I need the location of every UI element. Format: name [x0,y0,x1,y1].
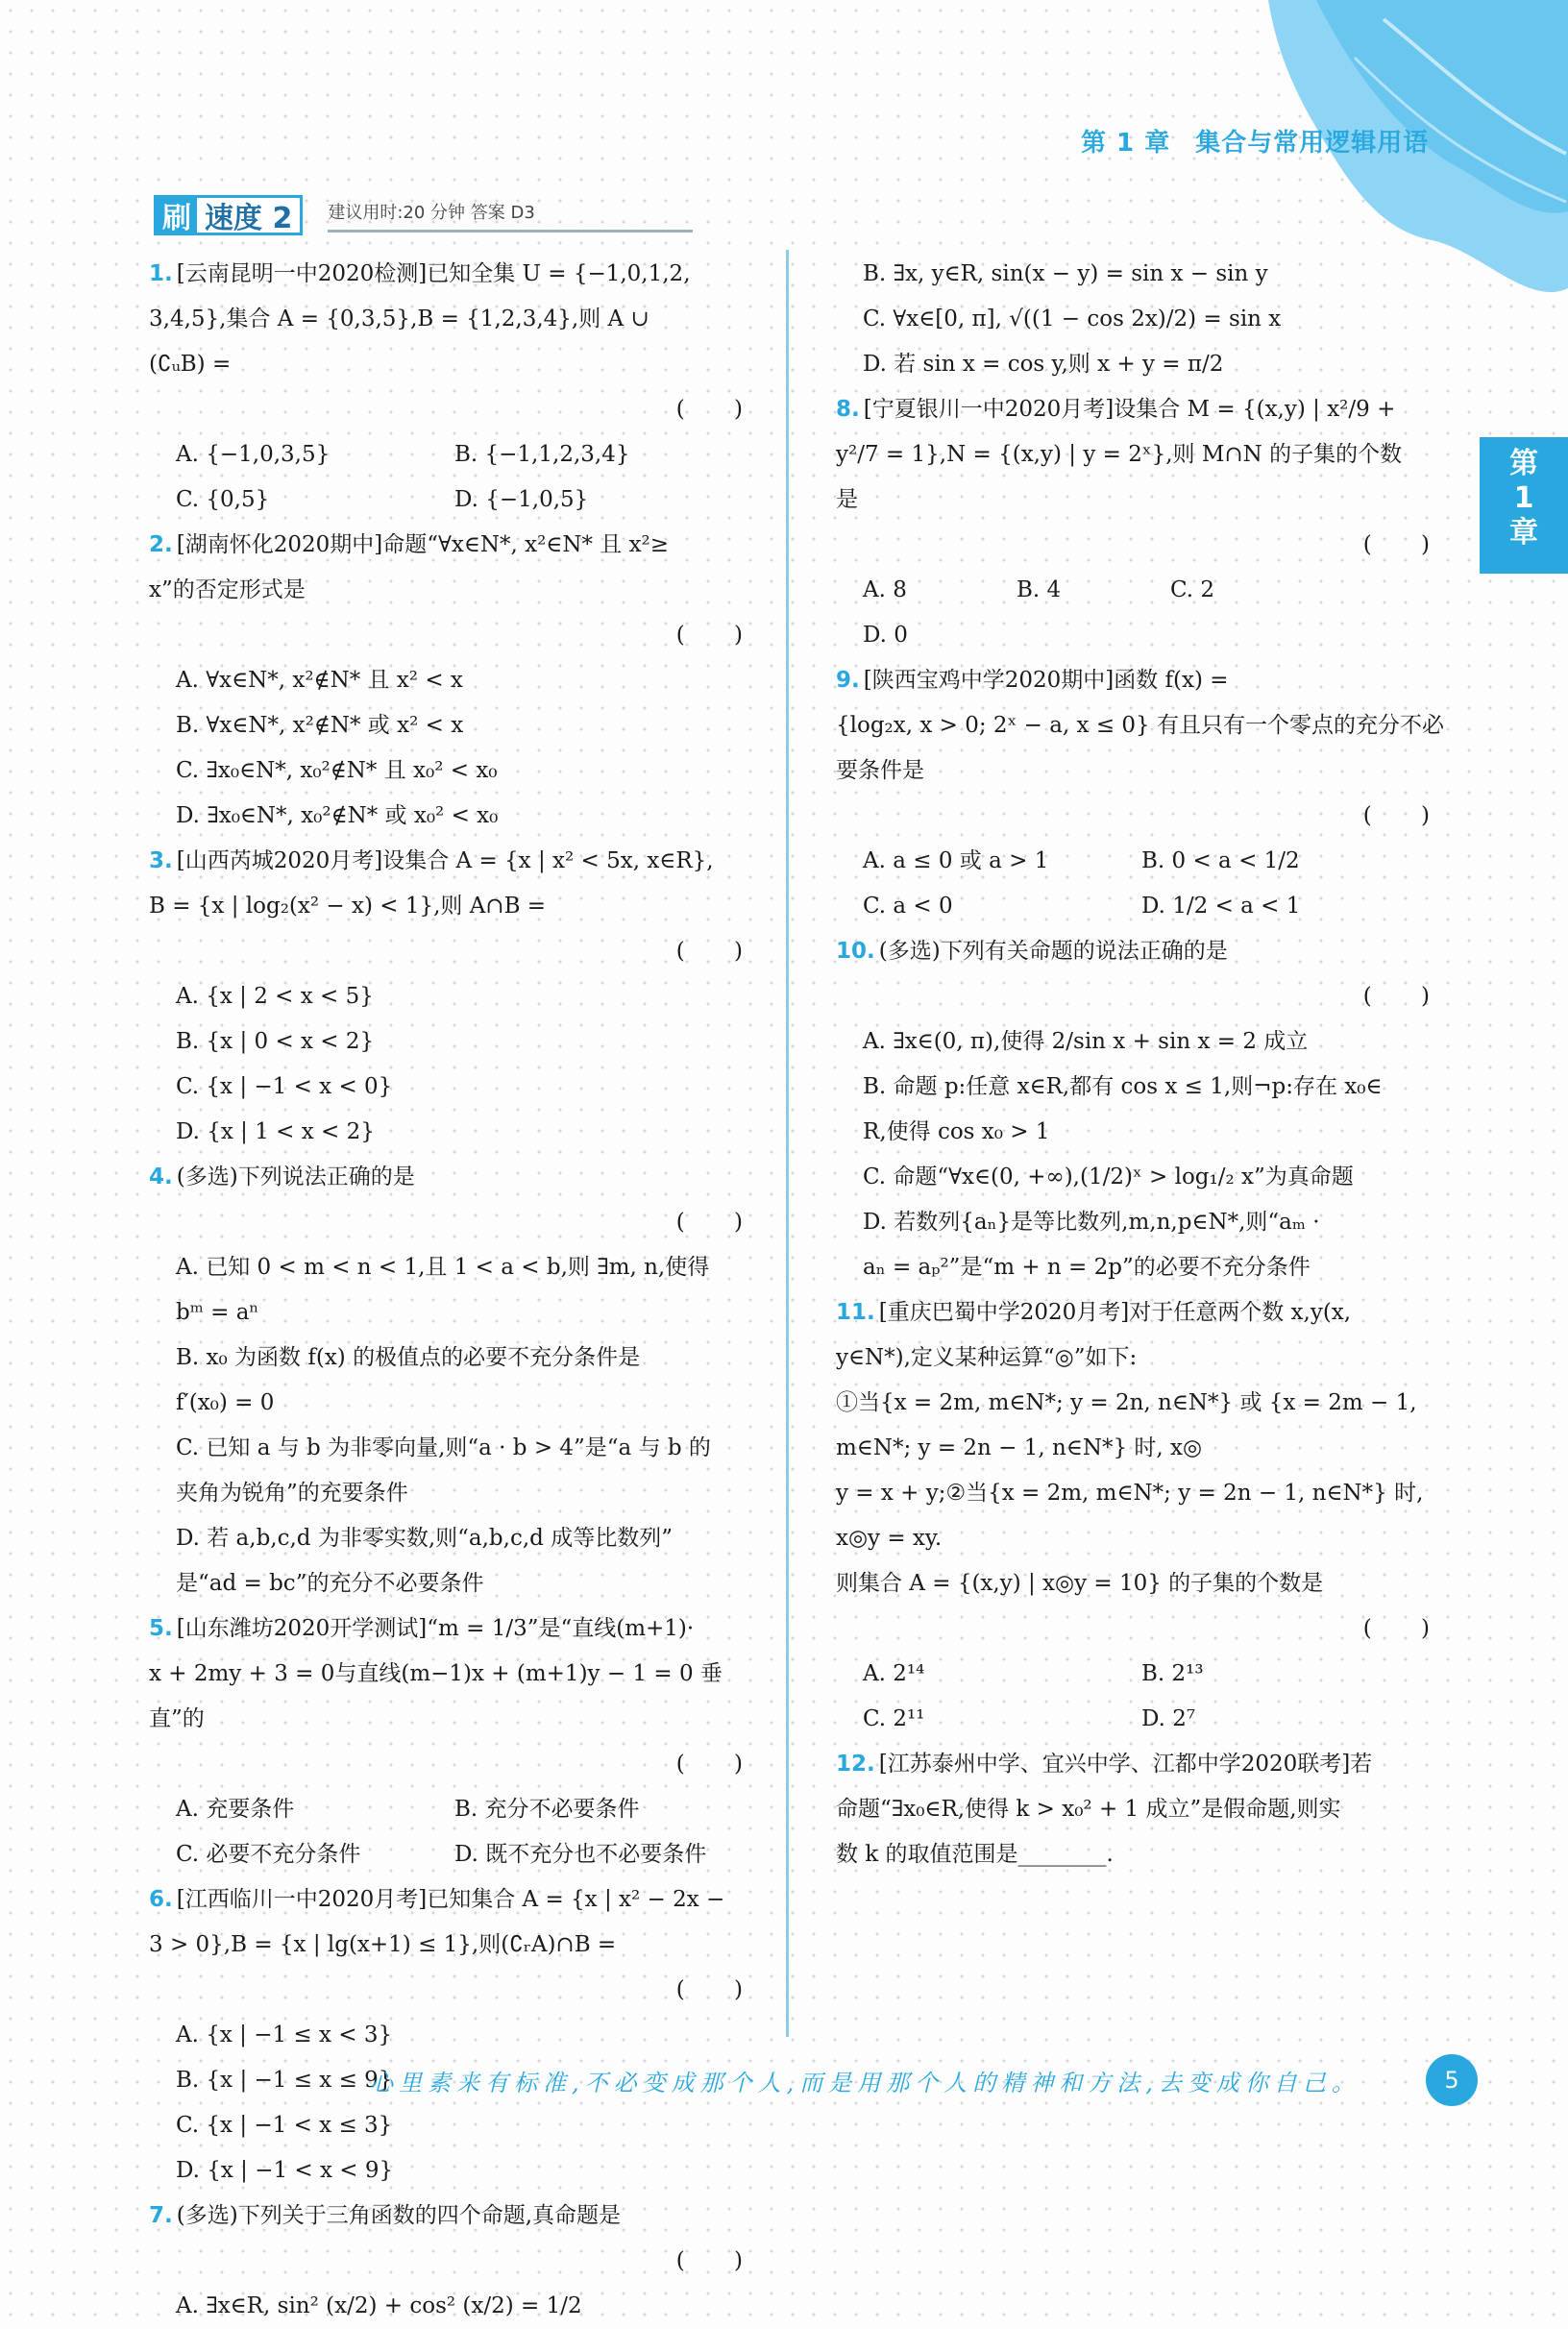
options-group [836,839,1451,929]
option-item: C. {x | −1 < x < 0} [176,1074,393,1099]
section-badge-brush: 刷 [157,198,197,233]
question-number: 7. [149,2203,173,2228]
question-block [836,658,1451,929]
question-text: [江苏泰州中学、宜兴中学、江都中学2020联考]若 [878,1752,1373,1777]
option-item: D. 若数列{aₙ}是等比数列,m,n,p∈N*,则“aₘ · [863,1210,1320,1235]
options-group [149,974,764,1155]
option-item: D. ∃x₀∈N*, x₀²∉N* 或 x₀² < x₀ [176,803,499,828]
side-tab-label [1480,447,1568,551]
question-line [836,1742,1451,1787]
answer-bracket: ( ) [675,1210,764,1235]
question-line [149,297,764,342]
question-number: 10. [836,939,875,964]
option-item: B. 充分不必要条件 [454,1797,640,1822]
options-group [149,2284,764,2329]
question-text: 数 k 的取值范围是________. [836,1842,1114,1867]
question-text: 是 [836,487,858,512]
option-item: D. {−1,0,5} [454,487,589,512]
question-text: ①当{x = 2m, m∈N*; y = 2n, n∈N*} 或 {x = 2m − 1, m∈N*; y = 2n − 1, n∈N*} 时, x◎ [836,1390,1417,1460]
option-item: A. {x | 2 < x < 5} [176,984,374,1009]
question-text: y = x + y;②当{x = 2m, m∈N*; y = 2n − 1, n∈N*} 时, x◎y = xy. [836,1481,1424,1551]
option-item: A. 8 [863,577,907,602]
question-text: x + 2my + 3 = 0与直线(m−1)x + (m+1)y − 1 = 0 垂 [149,1661,723,1686]
question-text: 3,4,5},集合 A = {0,3,5},B = {1,2,3,4},则 A ∪ [149,306,649,331]
question-number: 12. [836,1752,875,1777]
question-text: (多选)下列说法正确的是 [176,1164,415,1189]
question-number: 6. [149,1887,173,1912]
option-item: D. 既不充分也不必要条件 [454,1842,707,1867]
options-group [836,252,1451,387]
option-item: B. ∀x∈N*, x²∉N* 或 x² < x [176,713,464,738]
answer-bracket: ( ) [675,939,764,964]
side-tab-char: 章 [1509,516,1538,550]
chapter-number: 第 1 章 [1081,129,1171,158]
option-item: B. {x | −1 ≤ x ≤ 9} [176,2068,393,2093]
question-block [149,523,764,839]
option-item: A. {x | −1 ≤ x < 3} [176,2023,393,2047]
answer-bracket: ( ) [675,1977,764,2002]
options-group [149,658,764,839]
question-block [836,1742,1451,1877]
question-text: (∁ᵤB) = [149,352,232,377]
question-number: 3. [149,848,173,873]
left-column [149,252,764,2329]
option-item: D. 2⁷ [1141,1706,1196,1731]
options-group [149,1245,764,1606]
question-line [149,1697,764,1742]
question-text: (多选)下列有关命题的说法正确的是 [878,939,1228,964]
option-item: 是“ad = bc”的充分不必要条件 [176,1571,484,1596]
question-line [149,523,764,568]
question-line [836,703,1451,794]
question-text: [山东潍坊2020开学测试]“m = 1/3”是“直线(m+1)· [176,1616,695,1641]
question-text: B = {x | log₂(x² − x) < 1},则 A∩B = [149,894,547,919]
option-item: f′(x₀) = 0 [176,1390,275,1415]
option-item: C. 命题“∀x∈(0, +∞),(1/2)ˣ > log₁/₂ x”为真命题 [863,1164,1354,1189]
option-item: A. ∃x∈R, sin² (x/2) + cos² (x/2) = 1/2 [176,2293,582,2318]
question-number: 1. [149,261,173,286]
option-item: C. 2¹¹ [863,1706,925,1731]
option-item: aₙ = aₚ²”是“m + n = 2p”的必要不充分条件 [863,1255,1311,1280]
question-text: 直”的 [149,1706,205,1731]
question-line [836,387,1451,432]
question-block [836,1290,1451,1742]
chapter-header [1081,123,1429,159]
section-meta: 建议用时:20 分钟 答案 D3 [328,199,693,233]
option-item: 夹角为锐角”的充要条件 [176,1481,408,1506]
question-line [149,1652,764,1697]
options-group [149,432,764,523]
option-item: B. 2¹³ [1141,1661,1204,1686]
question-line [836,478,1451,523]
options-group [149,2013,764,2194]
option-item: B. 4 [1017,577,1062,602]
question-block [149,2194,764,2329]
option-item: D. 0 [863,623,908,648]
question-block [149,1606,764,1877]
option-item: A. a ≤ 0 或 a > 1 [863,848,1049,873]
answer-bracket: ( ) [1362,803,1451,828]
option-item: D. {x | 1 < x < 2} [176,1119,375,1144]
question-number: 9. [836,668,860,693]
side-tab-char: 1 [1513,481,1534,515]
option-item: A. ∀x∈N*, x²∉N* 且 x² < x [176,668,463,693]
question-text: [山西芮城2020月考]设集合 A = {x | x² < 5x, x∈R}, [176,848,714,873]
answer-bracket: ( ) [675,397,764,422]
option-item: A. 充要条件 [176,1797,295,1822]
option-item: C. 必要不充分条件 [176,1842,361,1867]
option-item: B. 命题 p:任意 x∈R,都有 cos x ≤ 1,则¬p:存在 x₀∈ [863,1074,1383,1099]
question-block [836,387,1451,658]
question-number: 11. [836,1300,875,1325]
question-line [836,1336,1451,1381]
question-block [149,839,764,1155]
option-item: A. 已知 0 < m < n < 1,且 1 < a < b,则 ∃m, n,使得 [176,1255,710,1280]
page-number: 5 [1426,2054,1478,2106]
question-text: 3 > 0},B = {x | lg(x+1) ≤ 1},则(∁ᵣA)∩B = [149,1932,617,1957]
side-tab-char: 第 [1509,447,1538,480]
question-line [149,1923,764,1968]
option-item: C. 2 [1170,577,1215,602]
question-number: 5. [149,1616,173,1641]
question-line [149,568,764,613]
question-number: 8. [836,397,860,422]
footer-motto: 心里素来有标准,不必变成那个人,而是用那个人的精神和方法,去变成你自己。 [370,2070,1360,2096]
answer-bracket: ( ) [675,2248,764,2273]
option-item: C. a < 0 [863,894,953,919]
question-text: y∈N*),定义某种运算“◎”如下: [836,1345,1138,1370]
section-header [154,192,693,238]
question-line [149,2194,764,2239]
option-item: C. {0,5} [176,487,270,512]
question-text: x”的否定形式是 [149,577,306,602]
question-line [836,1471,1451,1561]
options-group [149,1787,764,1877]
question-line [836,658,1451,703]
option-item: A. {−1,0,3,5} [176,442,331,467]
question-line [149,1877,764,1923]
option-item: C. 已知 a 与 b 为非零向量,则“a · b > 4”是“a 与 b 的 [176,1435,711,1460]
question-line [836,929,1451,974]
right-column [836,252,1451,1877]
question-block [149,1155,764,1606]
option-item: A. ∃x∈(0, π),使得 2/sin x + sin x = 2 成立 [863,1029,1309,1054]
question-line [149,839,764,884]
option-item: R,使得 cos x₀ > 1 [863,1119,1050,1144]
question-line [149,1155,764,1200]
option-item: D. {x | −1 < x < 9} [176,2158,394,2183]
section-badge [154,195,303,235]
options-group [836,1652,1451,1742]
question-line [149,1606,764,1652]
question-block [149,252,764,523]
question-line [836,1381,1451,1471]
question-block [149,1877,764,2194]
question-line [149,342,764,387]
option-item: B. x₀ 为函数 f(x) 的极值点的必要不充分条件是 [176,1345,641,1370]
question-number: 4. [149,1164,173,1189]
option-item: D. 若 a,b,c,d 为非零实数,则“a,b,c,d 成等比数列” [176,1526,673,1551]
options-group [836,1019,1451,1290]
question-line [149,884,764,929]
option-item: B. ∃x, y∈R, sin(x − y) = sin x − sin y [863,261,1268,286]
options-group [836,568,1451,658]
option-item: D. 1/2 < a < 1 [1141,894,1301,919]
question-line [149,252,764,297]
question-number: 2. [149,532,173,557]
option-item: C. {x | −1 < x ≤ 3} [176,2113,393,2138]
answer-bracket: ( ) [1362,1616,1451,1641]
chapter-side-tab [1480,437,1568,574]
answer-bracket: ( ) [675,1752,764,1777]
question-text: [陕西宝鸡中学2020期中]函数 f(x) = [863,668,1229,693]
option-item: A. 2¹⁴ [863,1661,925,1686]
option-item: B. {−1,1,2,3,4} [454,442,630,467]
question-text: [湖南怀化2020期中]命题“∀x∈N*, x²∈N* 且 x²≥ [176,532,670,557]
option-item: B. {x | 0 < x < 2} [176,1029,375,1054]
question-line [836,432,1451,478]
answer-bracket: ( ) [1362,984,1451,1009]
answer-bracket: ( ) [1362,532,1451,557]
option-item: C. ∃x₀∈N*, x₀²∉N* 且 x₀² < x₀ [176,758,498,783]
question-block [836,252,1451,387]
question-block [836,929,1451,1290]
question-text: 则集合 A = {(x,y) | x◎y = 10} 的子集的个数是 [836,1571,1324,1596]
section-title: 速度 2 [205,202,293,235]
column-divider [786,250,789,2037]
question-line [836,1290,1451,1336]
question-text: {log₂x, x > 0; 2ˣ − a, x ≤ 0} 有且只有一个零点的充分不必要条件是 [836,713,1444,783]
question-line [836,1832,1451,1877]
question-text: [宁夏银川一中2020月考]设集合 M = {(x,y) | x²/9 + [863,397,1396,422]
question-line [836,1787,1451,1832]
option-item: C. ∀x∈[0, π], √((1 − cos 2x)/2) = sin x [863,306,1282,331]
chapter-title: 集合与常用逻辑用语 [1195,129,1430,158]
question-text: [重庆巴蜀中学2020月考]对于任意两个数 x,y(x, [878,1300,1352,1325]
option-item: bᵐ = aⁿ [176,1300,259,1325]
question-text: 命题“∃x₀∈R,使得 k > x₀² + 1 成立”是假命题,则实 [836,1797,1341,1822]
answer-bracket: ( ) [675,623,764,648]
question-text: y²/7 = 1},N = {(x,y) | y = 2ˣ},则 M∩N 的子集的个数 [836,442,1403,467]
question-line [836,1561,1451,1606]
option-item: B. 0 < a < 1/2 [1141,848,1300,873]
option-item: D. 若 sin x = cos y,则 x + y = π/2 [863,352,1224,377]
question-text: [云南昆明一中2020检测]已知全集 U = {−1,0,1,2, [176,261,691,286]
question-text: [江西临川一中2020月考]已知集合 A = {x | x² − 2x − [176,1887,725,1912]
question-text: (多选)下列关于三角函数的四个命题,真命题是 [176,2203,622,2228]
